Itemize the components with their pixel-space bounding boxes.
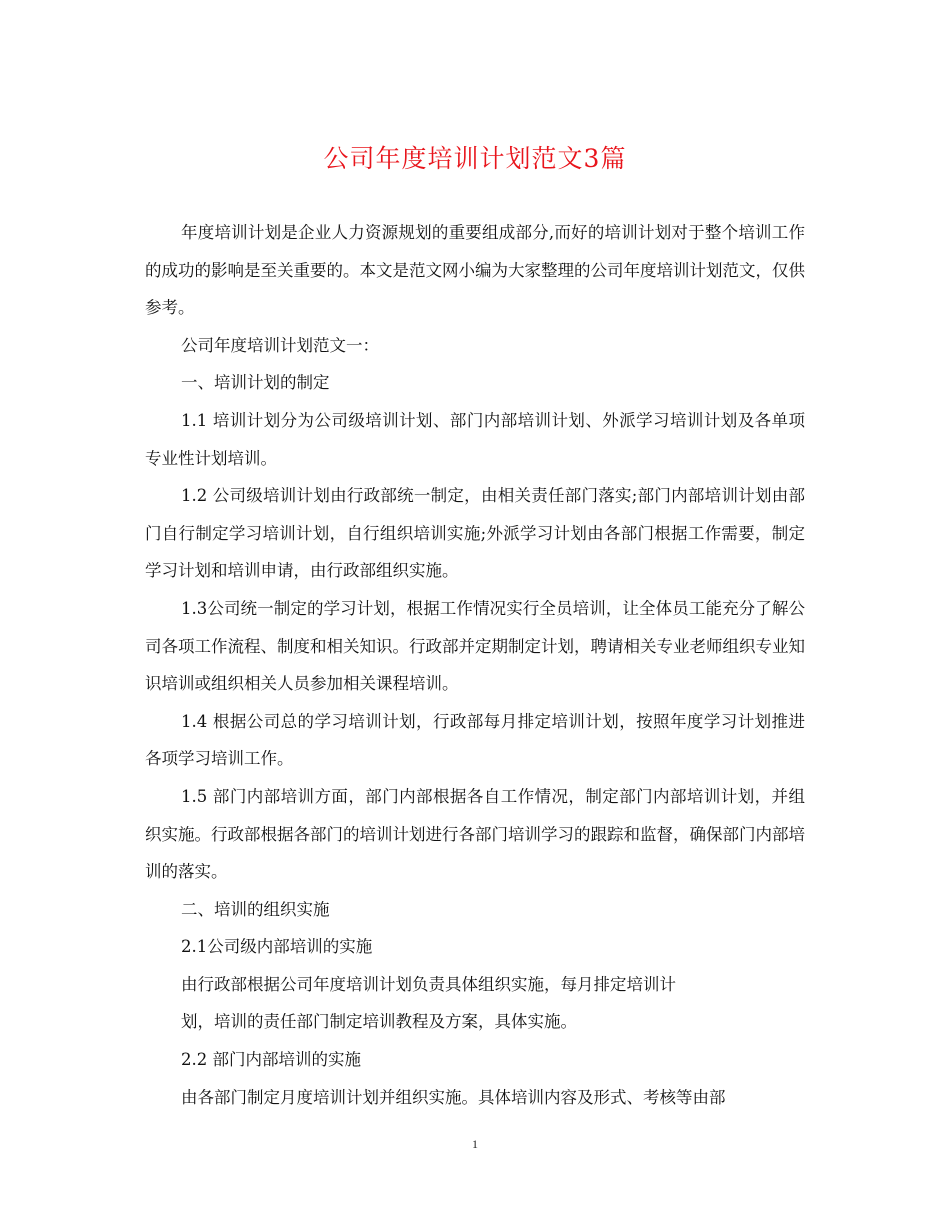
page-number: 1: [472, 1137, 478, 1151]
subsection-heading-2-1: 2.1公司级内部培训的实施: [181, 937, 373, 957]
paragraph-1-1: 1.1 培训计划分为公司级培训计划、部门内部培训计划、外派学习培训计划及各单项专业性计划培训。: [145, 410, 805, 468]
section-heading-sample-one: 公司年度培训计划范文一：: [181, 335, 379, 355]
paragraph-1-5: 1.5 部门内部培训方面，部门内部根据各自工作情况，制定部门内部培训计划，并组织实施。行政部根据各部门的培训计划进行各部门培训学习的跟踪和监督，确保部门内部培训的落实。: [145, 786, 805, 882]
section-heading-2: 二、培训的组织实施: [181, 899, 330, 919]
paragraph-2-2: 由各部门制定月度培训计划并组织实施。具体培训内容及形式、考核等由部: [181, 1087, 726, 1107]
paragraph-2-1-line-2: 划，培训的责任部门制定培训教程及方案，具体实施。: [181, 1012, 577, 1032]
paragraph-2-1-line-1: 由行政部根据公司年度培训计划负责具体组织实施，每月排定培训计: [181, 974, 676, 994]
paragraph-1-3: 1.3公司统一制定的学习计划，根据工作情况实行全员培训，让全体员工能充分了解公司各项工作流程、制度和相关知识。行政部并定期制定计划，聘请相关专业老师组织专业知识培训或组织相关人员参加相关课程培训。: [145, 598, 805, 694]
paragraph-1-2: 1.2 公司级培训计划由行政部统一制定，由相关责任部门落实;部门内部培训计划由部门自行制定学习培训计划，自行组织培训实施;外派学习计划由各部门根据工作需要，制定学习计划和培训申请，由行政部组织实施。: [145, 486, 805, 581]
section-heading-1: 一、培训计划的制定: [181, 373, 330, 393]
subsection-heading-2-2: 2.2 部门内部培训的实施: [181, 1050, 361, 1070]
document-title: 公司年度培训计划范文3篇: [323, 144, 627, 173]
paragraph-1-4: 1.4 根据公司总的学习培训计划，行政部每月排定培训计划，按照年度学习计划推进各项学习培训工作。: [145, 711, 805, 769]
intro-paragraph: 年度培训计划是企业人力资源规划的重要组成部分,而好的培训计划对于整个培训工作的成功的影响是至关重要的。本文是范文网小编为大家整理的公司年度培训计划范文，仅供参考。: [145, 223, 805, 318]
document-body: [145, 214, 805, 1116]
